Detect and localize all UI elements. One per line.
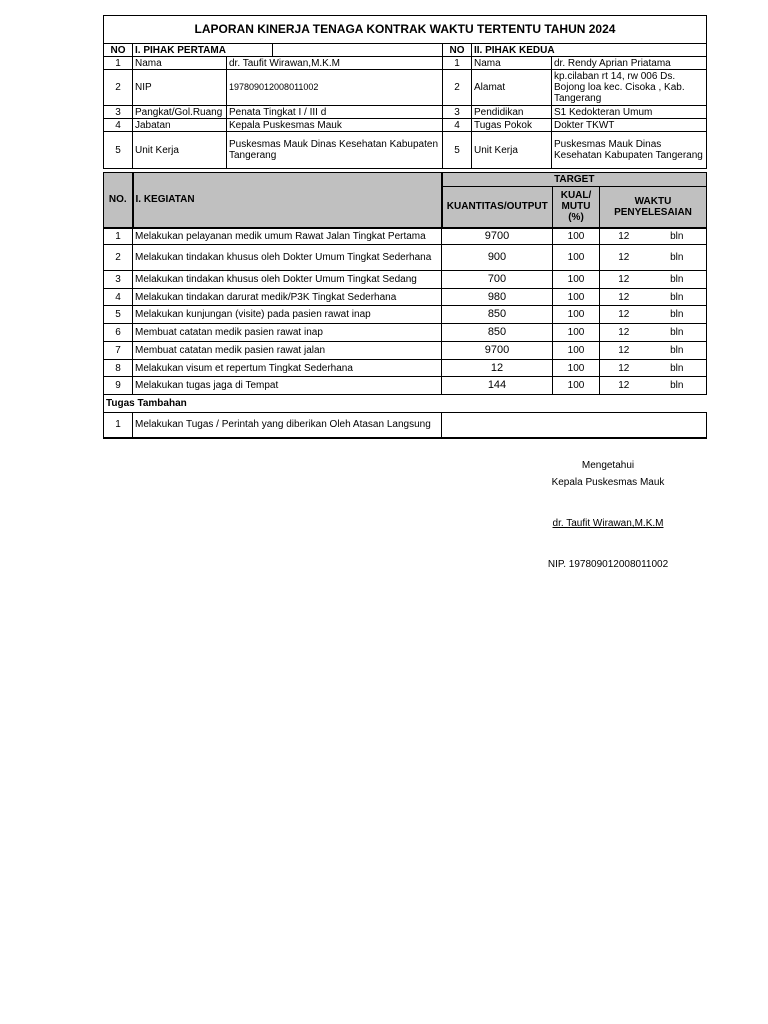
signature-name: dr. Taufit Wirawan,M.K.M (552, 518, 664, 529)
row-number: 1 (104, 57, 133, 70)
row-number: 6 (104, 324, 133, 342)
field-label: Nama (472, 57, 552, 70)
quantity: 850 (442, 306, 553, 324)
activity-name: Melakukan tindakan khusus oleh Dokter Umum Tingkat Sederhana (133, 245, 442, 271)
field-value: kp.cilaban rt 14, rw 006 Ds. Bojong loa kec. Cisoka , Kab. Tangerang (552, 70, 707, 106)
field-value: Puskesmas Mauk Dinas Kesehatan Kabupaten Tangerang (227, 132, 443, 169)
target-header: TARGET (442, 173, 707, 187)
field-value: Penata Tingkat I / III d (227, 106, 443, 119)
quality: 100 (553, 306, 600, 324)
identity-row (104, 119, 707, 132)
duration-unit: bln (648, 377, 707, 395)
quality: 100 (553, 228, 600, 245)
report-title: LAPORAN KINERJA TENAGA KONTRAK WAKTU TERTENTU TAHUN 2024 (104, 16, 707, 44)
row-number: 4 (104, 289, 133, 306)
activity-name: Melakukan tindakan khusus oleh Dokter Umum Tingkat Sedang (133, 271, 442, 289)
table-row (104, 245, 707, 271)
kualitas-header: KUAL/ MUTU (%) (553, 187, 600, 228)
no-header-left: NO (104, 44, 133, 57)
row-number: 2 (104, 70, 133, 106)
field-label: Pendidikan (472, 106, 552, 119)
empty-cell (273, 44, 443, 57)
table-row (104, 413, 707, 438)
identity-row (104, 57, 707, 70)
signature-position: Kepala Puskesmas Mauk (551, 477, 665, 488)
row-number: 8 (104, 360, 133, 377)
quality: 100 (553, 377, 600, 395)
field-label: Unit Kerja (133, 132, 227, 169)
field-label: Nama (133, 57, 227, 70)
identity-row (104, 70, 707, 106)
field-value: 197809012008011002 (227, 70, 443, 106)
field-label: Pangkat/Gol.Ruang (133, 106, 227, 119)
quality: 100 (553, 245, 600, 271)
quantity: 700 (442, 271, 553, 289)
kegiatan-header: I. KEGIATAN (133, 173, 442, 228)
quality: 100 (553, 342, 600, 360)
field-value: Puskesmas Mauk Dinas Kesehatan Kabupaten Tangerang (552, 132, 707, 169)
quantity: 980 (442, 289, 553, 306)
quality: 100 (553, 271, 600, 289)
table-row (104, 360, 707, 377)
duration: 12 (600, 245, 648, 271)
table-row (104, 306, 707, 324)
row-number: 4 (104, 119, 133, 132)
activity-name: Membuat catatan medik pasien rawat inap (133, 324, 442, 342)
table-row (104, 377, 707, 395)
duration-unit: bln (648, 324, 707, 342)
duration: 12 (600, 342, 648, 360)
duration: 12 (600, 271, 648, 289)
duration: 12 (600, 228, 648, 245)
table-row (104, 289, 707, 306)
table-row (104, 324, 707, 342)
empty-cell (442, 413, 707, 438)
field-value: dr. Taufit Wirawan,M.K.M (227, 57, 443, 70)
activity-name: Melakukan tugas jaga di Tempat (133, 377, 442, 395)
quality: 100 (553, 289, 600, 306)
row-number: 1 (443, 57, 472, 70)
row-number: 5 (443, 132, 472, 169)
pihak-kedua-header: II. PIHAK KEDUA (472, 44, 707, 57)
duration: 12 (600, 377, 648, 395)
row-number: 9 (104, 377, 133, 395)
field-value: dr. Rendy Aprian Priatama (552, 57, 707, 70)
quantity: 144 (442, 377, 553, 395)
row-number: 3 (104, 106, 133, 119)
pihak-pertama-header: I. PIHAK PERTAMA (133, 44, 273, 57)
identity-table (103, 15, 707, 169)
activities-table (103, 172, 707, 439)
quantity: 850 (442, 324, 553, 342)
activity-name: Melakukan kunjungan (visite) pada pasien rawat inap (133, 306, 442, 324)
row-number: 1 (104, 228, 133, 245)
row-number: 2 (104, 245, 133, 271)
quantity: 12 (442, 360, 553, 377)
activity-name: Melakukan visum et repertum Tingkat Sederhana (133, 360, 442, 377)
activity-name: Melakukan pelayanan medik umum Rawat Jalan Tingkat Pertama (133, 228, 442, 245)
row-number: 3 (443, 106, 472, 119)
activity-name: Melakukan Tugas / Perintah yang diberikan Oleh Atasan Langsung (133, 413, 442, 438)
row-number: 5 (104, 132, 133, 169)
field-label: NIP (133, 70, 227, 106)
no-header-right: NO (443, 44, 472, 57)
row-number: 3 (104, 271, 133, 289)
quantity: 9700 (442, 228, 553, 245)
quality: 100 (553, 324, 600, 342)
signature-nip: NIP. 197809012008011002 (547, 559, 669, 570)
field-value: Dokter TKWT (552, 119, 707, 132)
field-value: Kepala Puskesmas Mauk (227, 119, 443, 132)
duration-unit: bln (648, 342, 707, 360)
no-header: NO. (104, 173, 133, 228)
identity-row (104, 106, 707, 119)
duration: 12 (600, 289, 648, 306)
duration-unit: bln (648, 245, 707, 271)
duration-unit: bln (648, 228, 707, 245)
row-number: 7 (104, 342, 133, 360)
duration-unit: bln (648, 271, 707, 289)
row-number: 1 (104, 413, 133, 438)
row-number: 2 (443, 70, 472, 106)
activity-name: Membuat catatan medik pasien rawat jalan (133, 342, 442, 360)
identity-row (104, 132, 707, 169)
duration: 12 (600, 360, 648, 377)
row-number: 4 (443, 119, 472, 132)
duration-unit: bln (648, 306, 707, 324)
waktu-header: WAKTU PENYELESAIAN (600, 187, 707, 228)
duration-unit: bln (648, 289, 707, 306)
table-row (104, 271, 707, 289)
kuantitas-header: KUANTITAS/OUTPUT (442, 187, 553, 228)
field-label: Alamat (472, 70, 552, 106)
table-row (104, 228, 707, 245)
row-number: 5 (104, 306, 133, 324)
quality: 100 (553, 360, 600, 377)
field-label: Tugas Pokok (472, 119, 552, 132)
duration: 12 (600, 324, 648, 342)
field-label: Unit Kerja (472, 132, 552, 169)
activity-name: Melakukan tindakan darurat medik/P3K Tingkat Sederhana (133, 289, 442, 306)
extra-tasks-title: Tugas Tambahan (104, 395, 707, 413)
duration: 12 (600, 306, 648, 324)
duration-unit: bln (648, 360, 707, 377)
table-row (104, 342, 707, 360)
quantity: 900 (442, 245, 553, 271)
quantity: 9700 (442, 342, 553, 360)
signature-acknowledged: Mengetahui (581, 460, 635, 471)
field-value: S1 Kedokteran Umum (552, 106, 707, 119)
field-label: Jabatan (133, 119, 227, 132)
